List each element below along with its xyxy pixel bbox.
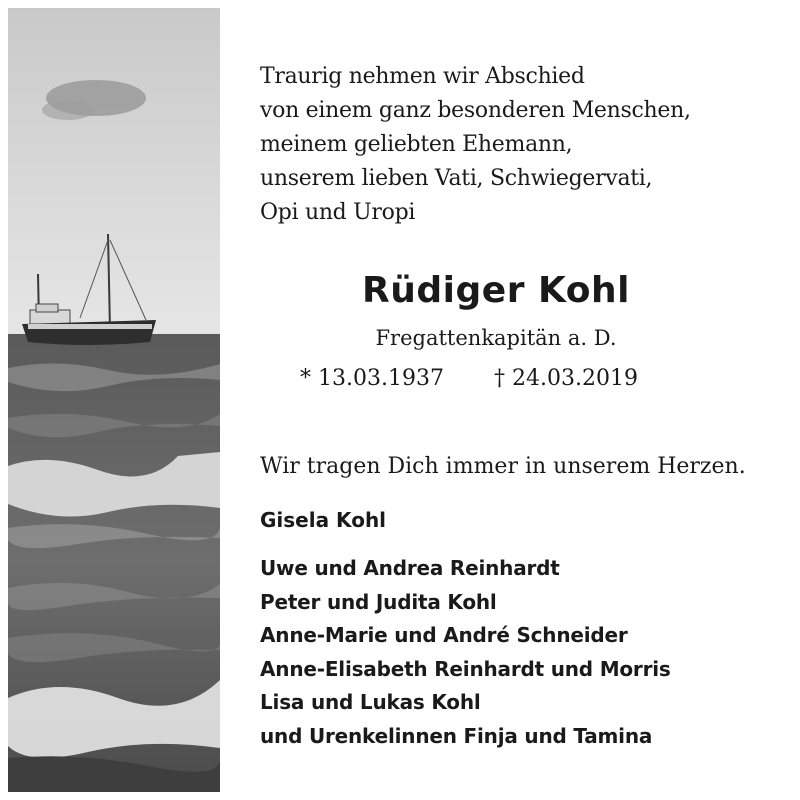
family-line: und Urenkelinnen Finja und Tamina (260, 723, 653, 748)
obituary-notice (8, 8, 792, 792)
family-line: Peter und Judita Kohl (260, 589, 497, 614)
deceased-name: Rüdiger Kohl (362, 270, 630, 311)
family-line: Anne-Elisabeth Reinhardt und Morris (260, 656, 671, 681)
deceased-rank: Fregattenkapitän a. D. (375, 326, 617, 350)
death-date: † 24.03.2019 (494, 366, 638, 391)
intro-text (260, 60, 780, 230)
memorial-motto: Wir tragen Dich immer in unserem Herzen. (260, 454, 746, 479)
intro-line: Traurig nehmen wir Abschied (260, 64, 585, 89)
intro-line: Opi und Uropi (260, 200, 416, 225)
birth-date: * 13.03.1937 (300, 366, 444, 391)
sea-ship-photo (8, 8, 220, 792)
family-list (260, 552, 671, 753)
family-line: Anne-Marie und André Schneider (260, 623, 628, 647)
intro-line: meinem geliebten Ehemann, (260, 132, 573, 157)
intro-line: unserem lieben Vati, Schwiegervati, (260, 166, 653, 191)
family-line: Lisa und Lukas Kohl (260, 690, 481, 714)
spouse-name: Gisela Kohl (260, 508, 387, 532)
family-line: Uwe und Andrea Reinhardt (260, 556, 560, 580)
intro-line: von einem ganz besonderen Menschen, (260, 98, 691, 123)
